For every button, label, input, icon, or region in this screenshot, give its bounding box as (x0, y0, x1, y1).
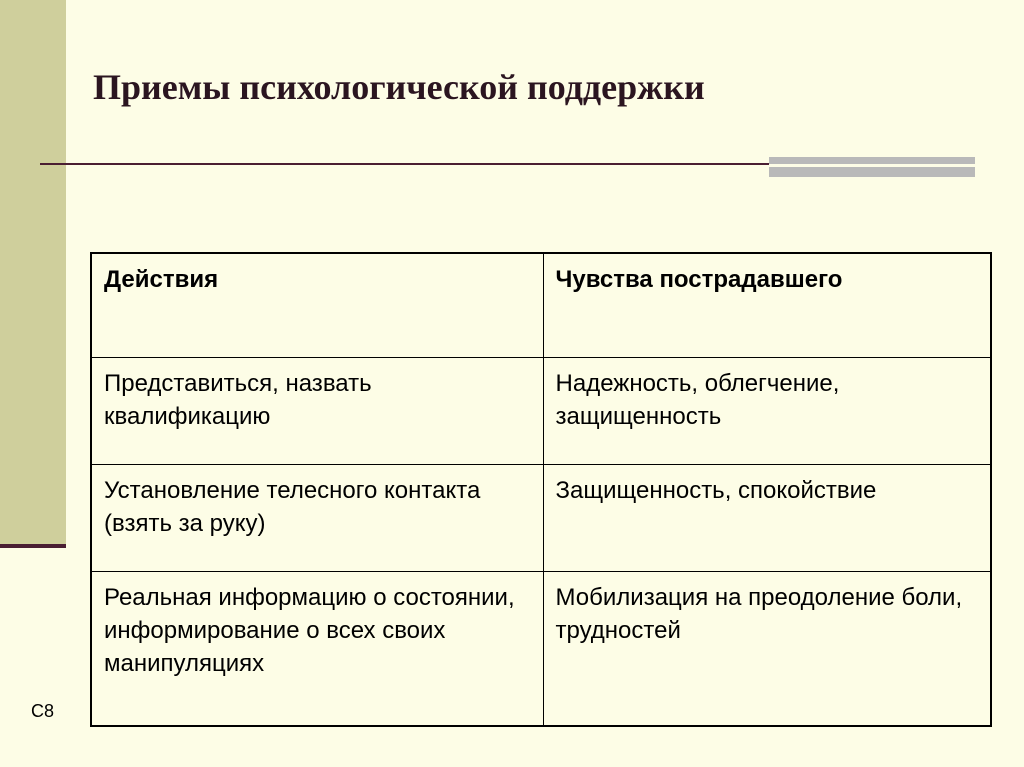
action-cell: Реальная информацию о состоянии, информирование о всех своих манипуляциях (91, 572, 543, 727)
header-victim-feelings: Чувства пострадавшего (543, 253, 991, 358)
header-actions: Действия (91, 253, 543, 358)
table-header-row (91, 253, 991, 358)
support-techniques-table (90, 252, 992, 727)
decorative-side-bar (0, 0, 66, 547)
title-underline-accent (769, 157, 975, 177)
table-row (91, 572, 991, 727)
table-row (91, 358, 991, 465)
slide-title: Приемы психологической поддержки (93, 67, 705, 107)
table-row (91, 465, 991, 572)
action-cell: Представиться, назвать квалификацию (91, 358, 543, 465)
feeling-cell: Защищенность, спокойствие (543, 465, 991, 572)
action-cell: Установление телесного контакта (взять за руку) (91, 465, 543, 572)
slide-number: С8 (31, 701, 55, 721)
feeling-cell: Надежность, облегчение, защищенность (543, 358, 991, 465)
feeling-cell: Мобилизация на преодоление боли, трудностей (543, 572, 991, 727)
side-bar-underline (0, 544, 66, 548)
